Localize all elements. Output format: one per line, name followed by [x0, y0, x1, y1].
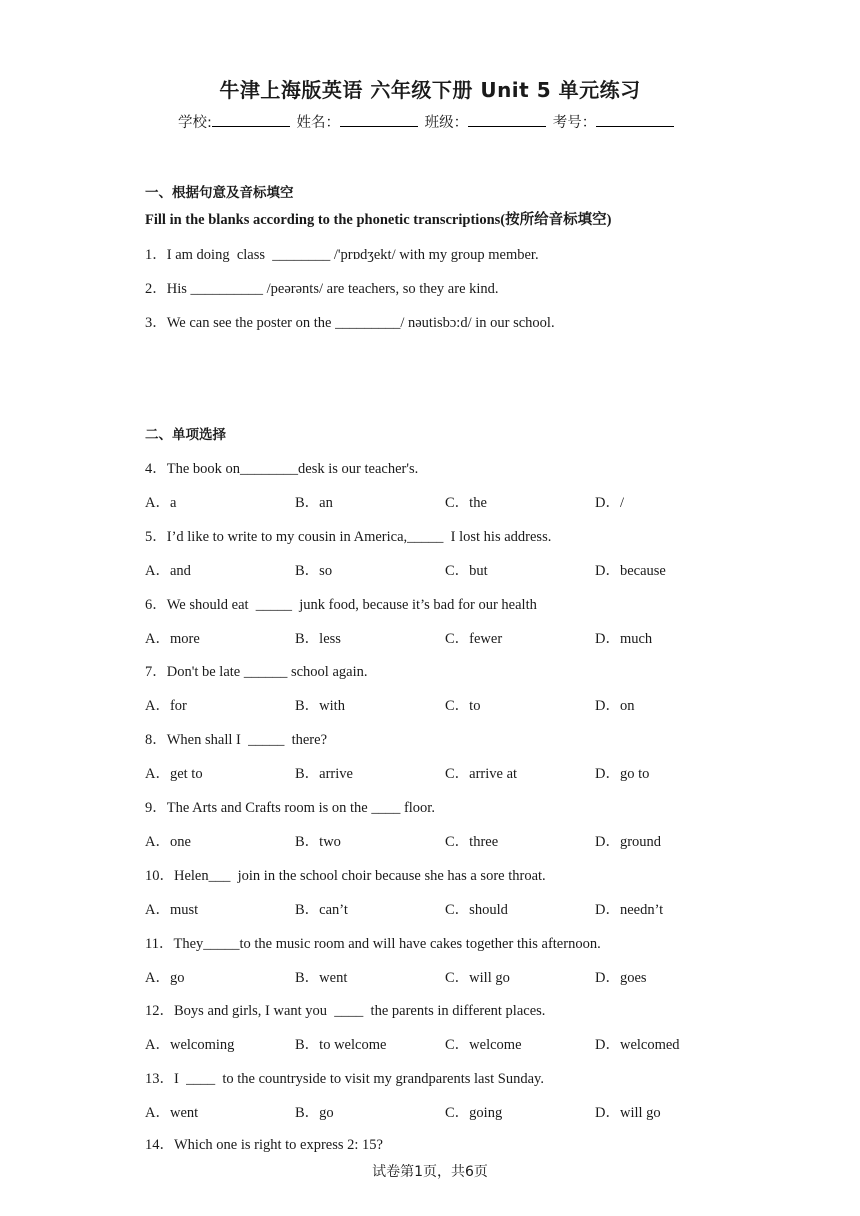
option-a[interactable]: A．for [145, 698, 187, 714]
options-row [145, 1101, 745, 1121]
page-title: 牛津上海版英语 六年级下册 Unit 5 单元练习 [219, 78, 641, 102]
option-c[interactable]: C．should [445, 902, 508, 918]
option-d[interactable]: D．needn’t [595, 902, 664, 918]
class-label: 班级： [424, 115, 469, 131]
option-d[interactable]: D．on [595, 698, 635, 714]
option-c[interactable]: C．the [445, 495, 487, 511]
option-b[interactable]: B．with [295, 698, 345, 714]
option-d[interactable]: D．ground [595, 834, 662, 850]
question-8: 8．When shall I _____ there? [145, 732, 328, 748]
option-a[interactable]: A．went [145, 1105, 199, 1121]
exam-number-blank[interactable] [596, 112, 674, 127]
option-b[interactable]: B．went [295, 970, 348, 986]
options-row [145, 898, 745, 918]
options-row [145, 491, 745, 511]
option-a[interactable]: A．go [145, 970, 185, 986]
section2-heading: 二、单项选择 [145, 427, 226, 443]
option-d[interactable]: D．goes [595, 970, 647, 986]
options-row [145, 627, 745, 647]
option-a[interactable]: A．welcoming [145, 1037, 235, 1053]
option-b[interactable]: B．to welcome [295, 1037, 387, 1053]
question-4: 4．The book on________desk is our teacher's. [145, 461, 419, 477]
question-9: 9．The Arts and Crafts room is on the ____ floor. [145, 800, 435, 816]
option-b[interactable]: B．go [295, 1105, 334, 1121]
option-c[interactable]: C．but [445, 563, 488, 579]
question-11: 11．They_____to the music room and will have cakes together this afternoon. [145, 936, 601, 952]
option-b[interactable]: B．so [295, 563, 333, 579]
option-d[interactable]: D．because [595, 563, 666, 579]
option-c[interactable]: C．to [445, 698, 481, 714]
option-b[interactable]: B．an [295, 495, 333, 511]
option-b[interactable]: B．less [295, 631, 341, 647]
question-2: 2．His __________ /peərənts/ are teachers, so they are kind. [145, 281, 499, 297]
options-row [145, 830, 745, 850]
school-blank[interactable] [212, 112, 290, 127]
option-d[interactable]: D．go to [595, 766, 650, 782]
school-label: 学校: [178, 115, 212, 131]
class-blank[interactable] [468, 112, 546, 127]
option-a[interactable]: A．a [145, 495, 177, 511]
question-13: 13．I ____ to the countryside to visit my grandparents last Sunday. [145, 1071, 544, 1087]
section1-instruction: Fill in the blanks according to the phonetic transcriptions(按所给音标填空) [145, 212, 612, 228]
option-d[interactable]: D．will go [595, 1105, 661, 1121]
option-c[interactable]: C．three [445, 834, 499, 850]
question-3: 3．We can see the poster on the _________/ nəutisbɔ:d/ in our school. [145, 315, 555, 331]
option-a[interactable]: A．get to [145, 766, 203, 782]
section1-heading: 一、根据句意及音标填空 [145, 185, 294, 201]
question-10: 10．Helen___ join in the school choir because she has a sore throat. [145, 868, 546, 884]
options-row [145, 694, 745, 714]
page-footer: 试卷第1页，共6页 [372, 1164, 488, 1180]
option-a[interactable]: A．must [145, 902, 199, 918]
option-b[interactable]: B．two [295, 834, 341, 850]
exam-number-label: 考号： [552, 115, 597, 131]
name-blank[interactable] [340, 112, 418, 127]
option-d[interactable]: D．/ [595, 495, 624, 511]
option-c[interactable]: C．going [445, 1105, 503, 1121]
option-a[interactable]: A．one [145, 834, 191, 850]
option-a[interactable]: A．and [145, 563, 191, 579]
option-d[interactable]: D．much [595, 631, 653, 647]
question-7: 7．Don't be late ______ school again. [145, 664, 368, 680]
question-1: 1．I am doing class ________ /'prɒdʒekt/ with my group member. [145, 247, 539, 263]
question-5: 5．I’d like to write to my cousin in America,_____ I lost his address. [145, 529, 552, 545]
options-row [145, 966, 745, 986]
options-row [145, 762, 745, 782]
name-label: 姓名： [296, 115, 340, 131]
option-c[interactable]: C．fewer [445, 631, 503, 647]
option-a[interactable]: A．more [145, 631, 200, 647]
option-b[interactable]: B．arrive [295, 766, 353, 782]
option-b[interactable]: B．can’t [295, 902, 348, 918]
student-info-line [178, 111, 676, 132]
question-12: 12．Boys and girls, I want you ____ the parents in different places. [145, 1003, 546, 1019]
option-c[interactable]: C．will go [445, 970, 510, 986]
option-c[interactable]: C．arrive at [445, 766, 518, 782]
question-14: 14．Which one is right to express 2: 15? [145, 1137, 383, 1153]
options-row [145, 559, 745, 579]
options-row [145, 1033, 745, 1053]
option-c[interactable]: C．welcome [445, 1037, 522, 1053]
question-6: 6．We should eat _____ junk food, because it’s bad for our health [145, 597, 537, 613]
option-d[interactable]: D．welcomed [595, 1037, 680, 1053]
